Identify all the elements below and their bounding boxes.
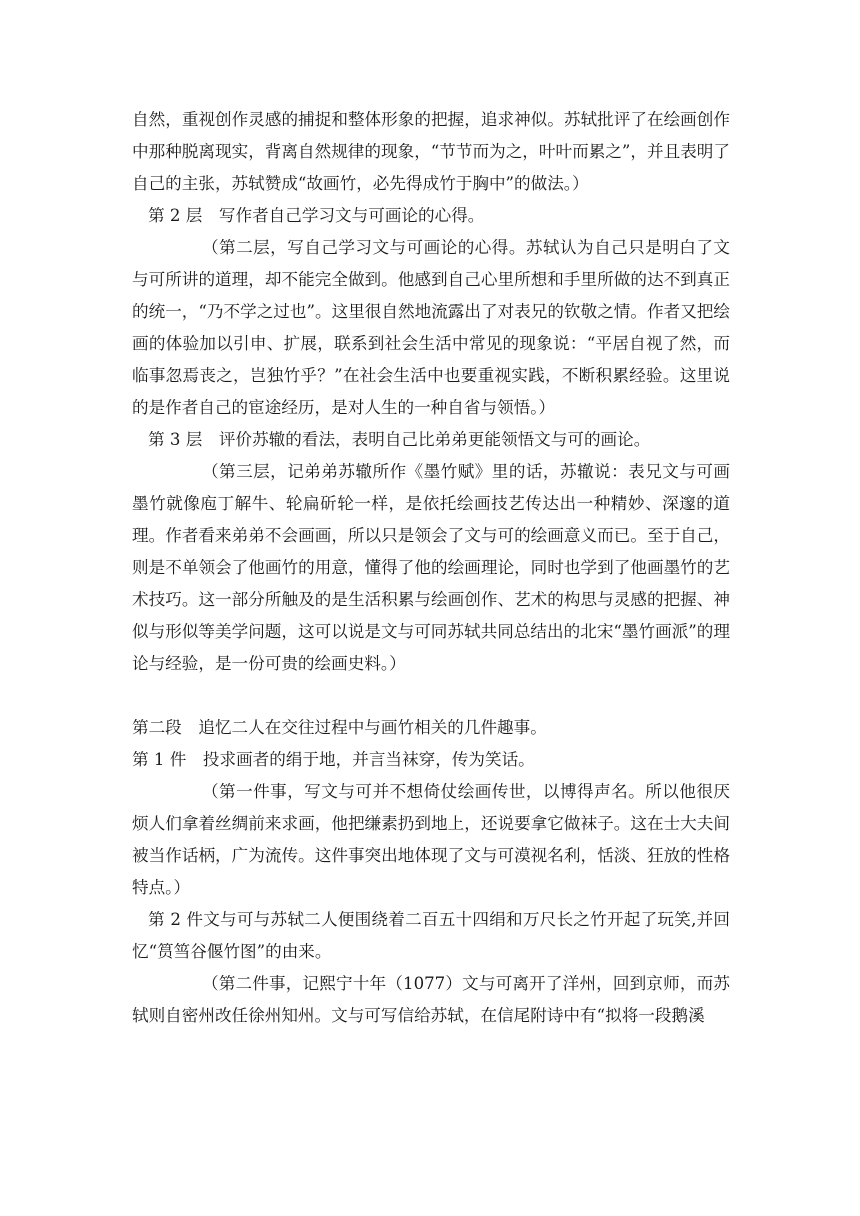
- commentary-paragraph: （第二层，写自己学习文与可画论的心得。苏轼认为自己只是明白了文与可所讲的道理，却不能完全做到。他感到自己心里所想和手里所做的达不到真正的统一，“乃不学之过也”。这里很自然地流露出了对表兄的钦敬之情。作者又把绘画的体验加以引申、扩展，联系到社会生活中常见的现象说：“平居自视了然，而临事忽焉丧之，岂独竹乎？”在社会生活中也要重视实践，不断积累经验。这里说的是作者自己的宦途经历，是对人生的一种自省与领悟。）: [132, 238, 730, 417]
- item-heading-event-1: 第 1 件 投求画者的绢于地，并言当袜穿，传为笑话。: [132, 750, 535, 769]
- item-heading-event-2: 第 2 件文与可与苏轼二人便围绕着二百五十四绢和万尺长之竹开起了玩笑,并回忆“筼筜谷偃竹图”的由来。: [132, 910, 730, 961]
- section-heading-layer-3: 第 3 层 评价苏辙的看法，表明自己比弟弟更能领悟文与可的画论。: [148, 430, 651, 449]
- commentary-paragraph: （第一件事，写文与可并不想倚仗绘画传世，以博得声名。所以他很厌烦人们拿着丝绸前来求画，他把缣素扔到地上，还说要拿它做袜子。这在士大夫间被当作话柄，广为流传。这件事突出地体现了文与可漠视名利，恬淡、狂放的性格特点。）: [132, 782, 730, 897]
- document-page: [132, 104, 730, 1032]
- commentary-paragraph: （第三层，记弟弟苏辙所作《墨竹赋》里的话，苏辙说：表兄文与可画墨竹就像庖丁解牛、轮扁斫轮一样，是依托绘画技艺传达出一种精妙、深邃的道理。作者看来弟弟不会画画，所以只是领会了文与可的绘画意义而已。至于自己，则是不单领会了他画竹的用意，懂得了他的绘画理论，同时也学到了他画墨竹的艺术技巧。这一部分所触及的是生活积累与绘画创作、艺术的构思与灵感的把握、神似与形似等美学问题，这可以说是文与可同苏轼共同总结出的北宋“墨竹画派”的理论与经验，是一份可贵的绘画史料。）: [132, 462, 730, 673]
- commentary-paragraph: （第二件事，记熙宁十年（1077）文与可离开了洋州，回到京师，而苏轼则自密州改任徐州知州。文与可写信给苏轼，在信尾附诗中有“拟将一段鹅溪: [132, 974, 730, 1025]
- paragraph-spacer: [132, 680, 730, 712]
- body-paragraph: 自然，重视创作灵感的捕捉和整体形象的把握，追求神似。苏轼批评了在绘画创作中那种脱离现实，背离自然规律的现象，“节节而为之，叶叶而累之”，并且表明了自己的主张，苏轼赞成“故画竹，必先得成竹于胸中”的做法。）: [132, 110, 730, 193]
- section-heading-layer-2: 第 2 层 写作者自己学习文与可画论的心得。: [148, 206, 485, 225]
- section-heading-paragraph-2: 第二段 追忆二人在交往过程中与画竹相关的几件趣事。: [132, 718, 547, 737]
